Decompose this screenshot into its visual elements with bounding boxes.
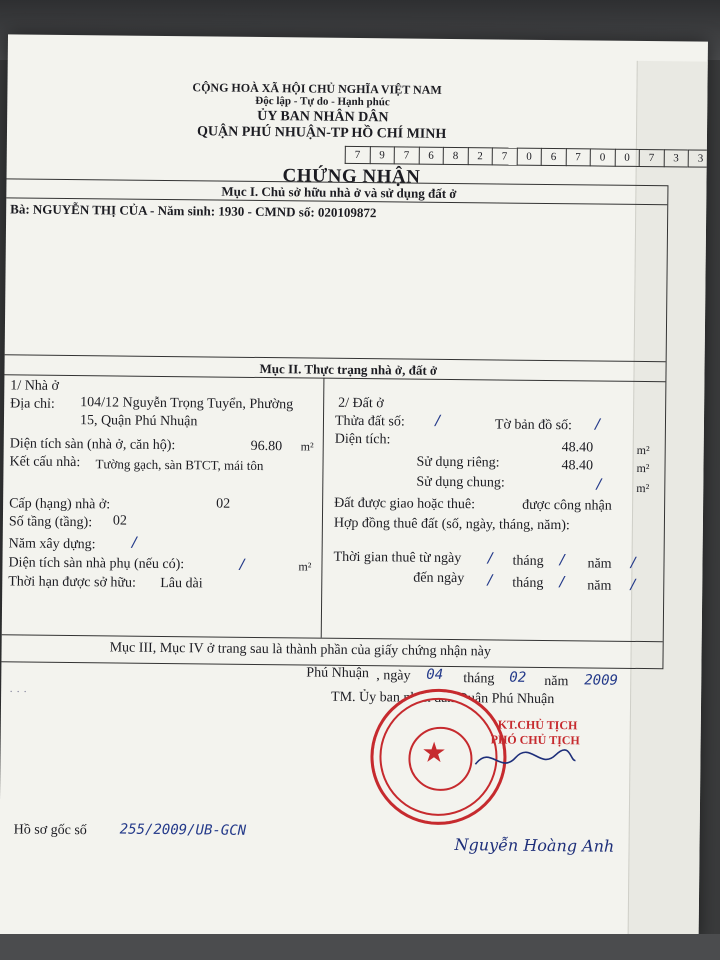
national-title: CỘNG HOÀ XÃ HỘI CHỦ NGHĨA VIỆT NAM (192, 80, 442, 97)
floor-area-label: Diện tích sàn (nhà ở, căn hộ): (9, 436, 176, 454)
common-use-unit: m² (636, 480, 650, 496)
land-title: 2/ Đất ở (338, 395, 384, 412)
year-built-value: / (130, 534, 140, 551)
section-2-heading: Mục II. Thực trạng nhà ở, đất ở (259, 360, 438, 378)
authority-line-1: ỦY BAN NHÂN DÂN (257, 108, 389, 126)
form-number-digit: 3 (688, 149, 708, 167)
address-value-1: 104/12 Nguyễn Trọng Tuyển, Phường (80, 395, 294, 413)
authority-line-2: QUẬN PHÚ NHUẬN-TP HỒ CHÍ MINH (196, 124, 447, 142)
aux-area-label: Diện tích sàn nhà phụ (nếu có): (8, 555, 185, 573)
map-sheet-label: Tờ bản đồ số: (494, 417, 573, 434)
form-number-digit: 2 (467, 147, 492, 165)
file-ref-label: Hồ sơ gốc số (13, 822, 87, 839)
certificate-page: CỘNG HOÀ XÃ HỘI CHỦ NGHĨA VIỆT NAM Độc lập - Tự do - Hạnh phúc ỦY BAN NHÂN DÂN QUẬN PHÚ NHUẬN-TP HỒ CHÍ MINH 7 9 7 6 8 2 7 0 6 7 0 0 7 3 3 CHỨNG NHẬN Mục I. Chủ sở hữu nhà ở và sử dụng đất ở Bà: NGUYỄN THỊ CỦA - Năm sinh: 1930 - CMND số: 020109872 Mục II. Thực trạng nhà ở, đất ở 1/ Nhà ở Địa chỉ: 104/12 Nguyễn Trọng Tuyển, Phường 15, Quận Phú Nhuận Diện tích sàn (nhà ở, căn hộ): 96.80 m² Kết cấu nhà: Tường gạch, sàn BTCT, mái tôn Cấp (hạng) nhà ở: 02 Số tầng (tầng): 02 Năm xây dựng: / Diện tích sàn nhà phụ (nếu có): / m² Thời hạn được sở hữu: Lâu dài 2/ Đất ở Thửa đất số: / Tờ bản đồ số: / Diện tích: 48.40 m² Sử dụng riêng: 48.40 m² Sử dụng chung: / m² Đất được giao hoặc thuê: được công nhận Hợp đồng thuê đất (số, ngày, tháng, năm): Thời gian thuê từ ngày / tháng / năm / đến ngày / tháng / năm / Mục III, Mục IV ở trang sau là thành phần của giấy chứng nhận này Phú Nhuận , ngày 04 tháng 02 năm 2009 TM. Ủy ban nhân dân Quận Phú Nhuận · · · ★ KT.CHỦ TỊCH PHÓ CHỦ TỊCH Nguyễn Hoàng Anh Hồ sơ gốc số 255/2009/UB-GCN (0, 34, 708, 941)
lease-from-label: Thời gian thuê từ ngày (333, 549, 462, 567)
floor-area-value: 96.80 (250, 438, 283, 455)
form-number-digit: 6 (418, 147, 443, 165)
document-title: CHỨNG NHẬN (282, 165, 421, 188)
form-number-digit: 7 (492, 147, 517, 165)
signer-role-1: KT.CHỦ TỊCH (497, 717, 578, 733)
section-1-heading: Mục I. Chủ sở hữu nhà ở và sử dụng đất ở (221, 183, 457, 202)
file-ref-value: 255/2009/UB-GCN (119, 821, 247, 839)
faint-marks: · · · (9, 684, 28, 699)
structure-value: Tường gạch, sàn BTCT, mái tôn (95, 456, 264, 474)
aux-area-value: / (238, 556, 247, 573)
footer-note: Mục III, Mục IV ở trang sau là thành phần của giấy chứng nhận này (109, 640, 492, 660)
form-number-digit: 3 (663, 149, 688, 167)
form-number-digit: 9 (369, 146, 394, 164)
form-number-digit: 6 (541, 148, 566, 166)
floors-value: 02 (112, 513, 128, 529)
plot-value: / (433, 412, 443, 429)
on-behalf-line: TM. Ủy ban nhân dân Quận Phú Nhuận (331, 689, 555, 708)
common-use-label: Sử dụng chung: (416, 474, 505, 491)
year-built-label: Năm xây dựng: (8, 536, 96, 553)
signature-scribble (470, 739, 580, 780)
form-number-digit: 7 (639, 149, 664, 167)
grade-value: 02 (216, 496, 231, 512)
floors-label: Số tầng (tầng): (8, 514, 93, 531)
private-use-unit: m² (636, 460, 650, 476)
plot-label: Thửa đất số: (334, 413, 405, 430)
address-label: Địa chỉ: (10, 396, 55, 412)
land-area-value: 48.40 (561, 440, 594, 456)
lease-to-label: đến ngày (413, 570, 465, 587)
date-year: 2009 (584, 672, 619, 689)
structure-label: Kết cấu nhà: (9, 454, 81, 471)
background-bottom (0, 934, 720, 960)
date-place: Phú Nhuận (306, 665, 370, 682)
date-month: 02 (509, 669, 527, 686)
signer-name: Nguyễn Hoàng Anh (454, 835, 615, 856)
house-title: 1/ Nhà ở (10, 378, 60, 394)
ownership-term-value: Lâu dài (160, 575, 203, 592)
owner-line: Bà: NGUYỄN THỊ CỦA - Năm sinh: 1930 - CMND số: 020109872 (10, 201, 377, 221)
seal-star-icon: ★ (421, 737, 447, 769)
form-number-digit: 0 (590, 148, 615, 166)
signer-role-2: PHÓ CHỦ TỊCH (490, 732, 580, 748)
form-number-digit: 7 (345, 146, 370, 164)
aux-area-unit: m² (298, 559, 312, 574)
form-number-digit: 0 (516, 148, 541, 166)
lease-contract-label: Hợp đồng thuê đất (số, ngày, tháng, năm): (333, 515, 570, 534)
form-number-digit: 8 (443, 147, 468, 165)
private-use-value: 48.40 (561, 458, 594, 474)
form-number-digit: 7 (565, 148, 590, 166)
land-assigned-label: Đất được giao hoặc thuê: (334, 495, 476, 513)
form-number-digit: 0 (614, 149, 639, 167)
motto: Độc lập - Tự do - Hạnh phúc (255, 94, 390, 109)
land-assigned-value: được công nhận (522, 497, 612, 514)
land-area-unit: m² (636, 442, 650, 458)
grade-label: Cấp (hạng) nhà ở: (9, 496, 111, 513)
floor-area-unit: m² (300, 439, 314, 454)
map-sheet-value: / (593, 416, 603, 433)
form-number (345, 146, 708, 168)
address-value-2: 15, Quận Phú Nhuận (79, 413, 198, 430)
date-day: 04 (426, 666, 444, 683)
land-area-label: Diện tích: (334, 431, 391, 448)
ownership-term-label: Thời hạn được sở hữu: (8, 574, 136, 591)
private-use-label: Sử dụng riêng: (416, 454, 500, 471)
common-use-value: / (595, 476, 604, 493)
form-number-digit: 7 (394, 146, 419, 164)
